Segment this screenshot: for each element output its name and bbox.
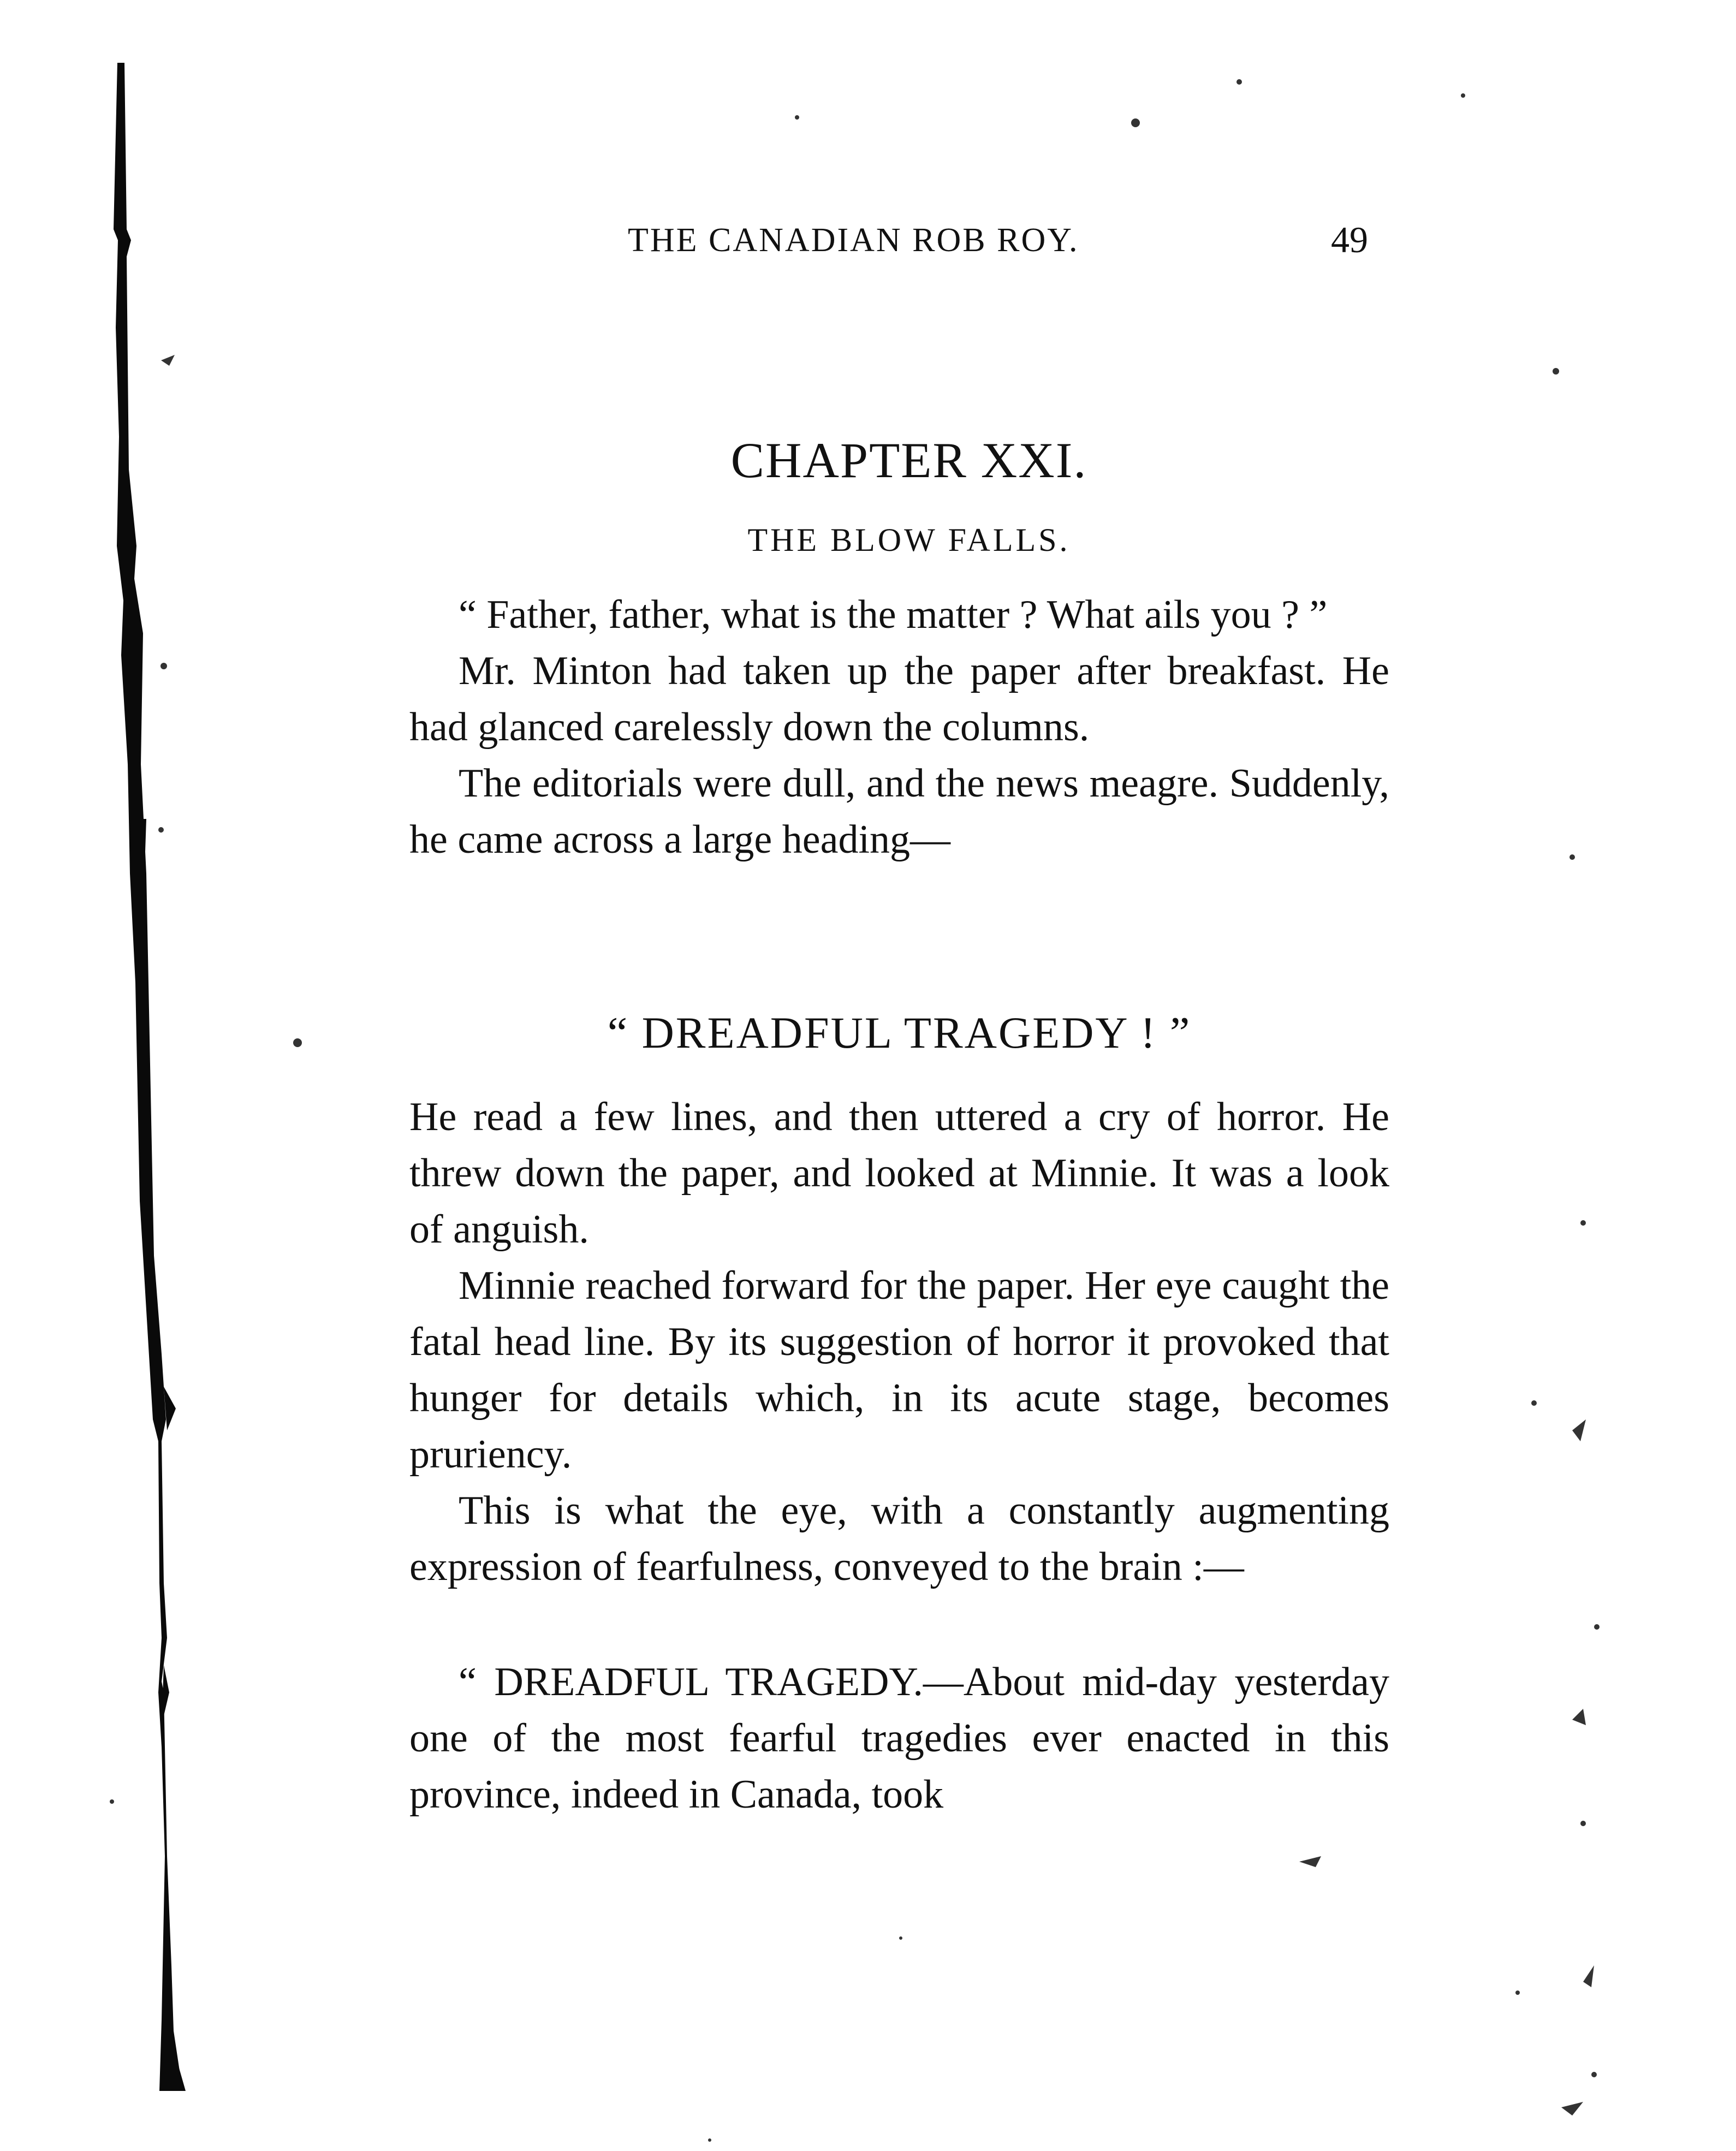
- paragraph: “ Father, father, what is the matter ? What ails you ? ”: [459, 592, 1328, 637]
- chapter-title: CHAPTER XXI.: [730, 432, 1087, 488]
- paragraph: Mr. Minton had taken up the paper after breakfast. He had glanced carelessly down the columns.: [409, 649, 1389, 750]
- quoted-article-paragraph: [409, 1654, 1389, 1823]
- paragraph: He read a few lines, and then uttered a cry of horror. He threw down the paper, and looked at Minnie. It was a look of anguish.: [409, 1095, 1389, 1252]
- body-text-lower: [409, 1089, 1389, 1595]
- quoted-article: [409, 1654, 1389, 1823]
- running-head: THE CANADIAN ROB ROY.: [628, 222, 1079, 259]
- paragraph: This is what the eye, with a constantly augmenting expression of fearfulness, conveyed to the brain :—: [409, 1488, 1389, 1589]
- newspaper-heading: “ DREADFUL TRAGEDY ! ”: [607, 1008, 1192, 1057]
- paragraph: Minnie reached forward for the paper. Her eye caught the fatal head line. By its suggestion of horror it provoked that hunger for details which, in its acute stage, becomes pruriency.: [409, 1263, 1389, 1477]
- chapter-subtitle: THE BLOW FALLS.: [747, 522, 1071, 558]
- quoted-article-lead: “ DREADFUL TRAGEDY.: [459, 1660, 923, 1704]
- page-number: 49: [1331, 219, 1368, 260]
- body-text-upper: [409, 587, 1389, 868]
- paragraph: The editorials were dull, and the news meagre. Suddenly, he came across a large heading—: [409, 761, 1389, 862]
- quoted-article-text: —About mid-day yesterday one of the most fearful tragedies ever enacted in this province, indeed in Canada, took: [409, 1660, 1389, 1817]
- newspaper-heading-block: [409, 1005, 1389, 1061]
